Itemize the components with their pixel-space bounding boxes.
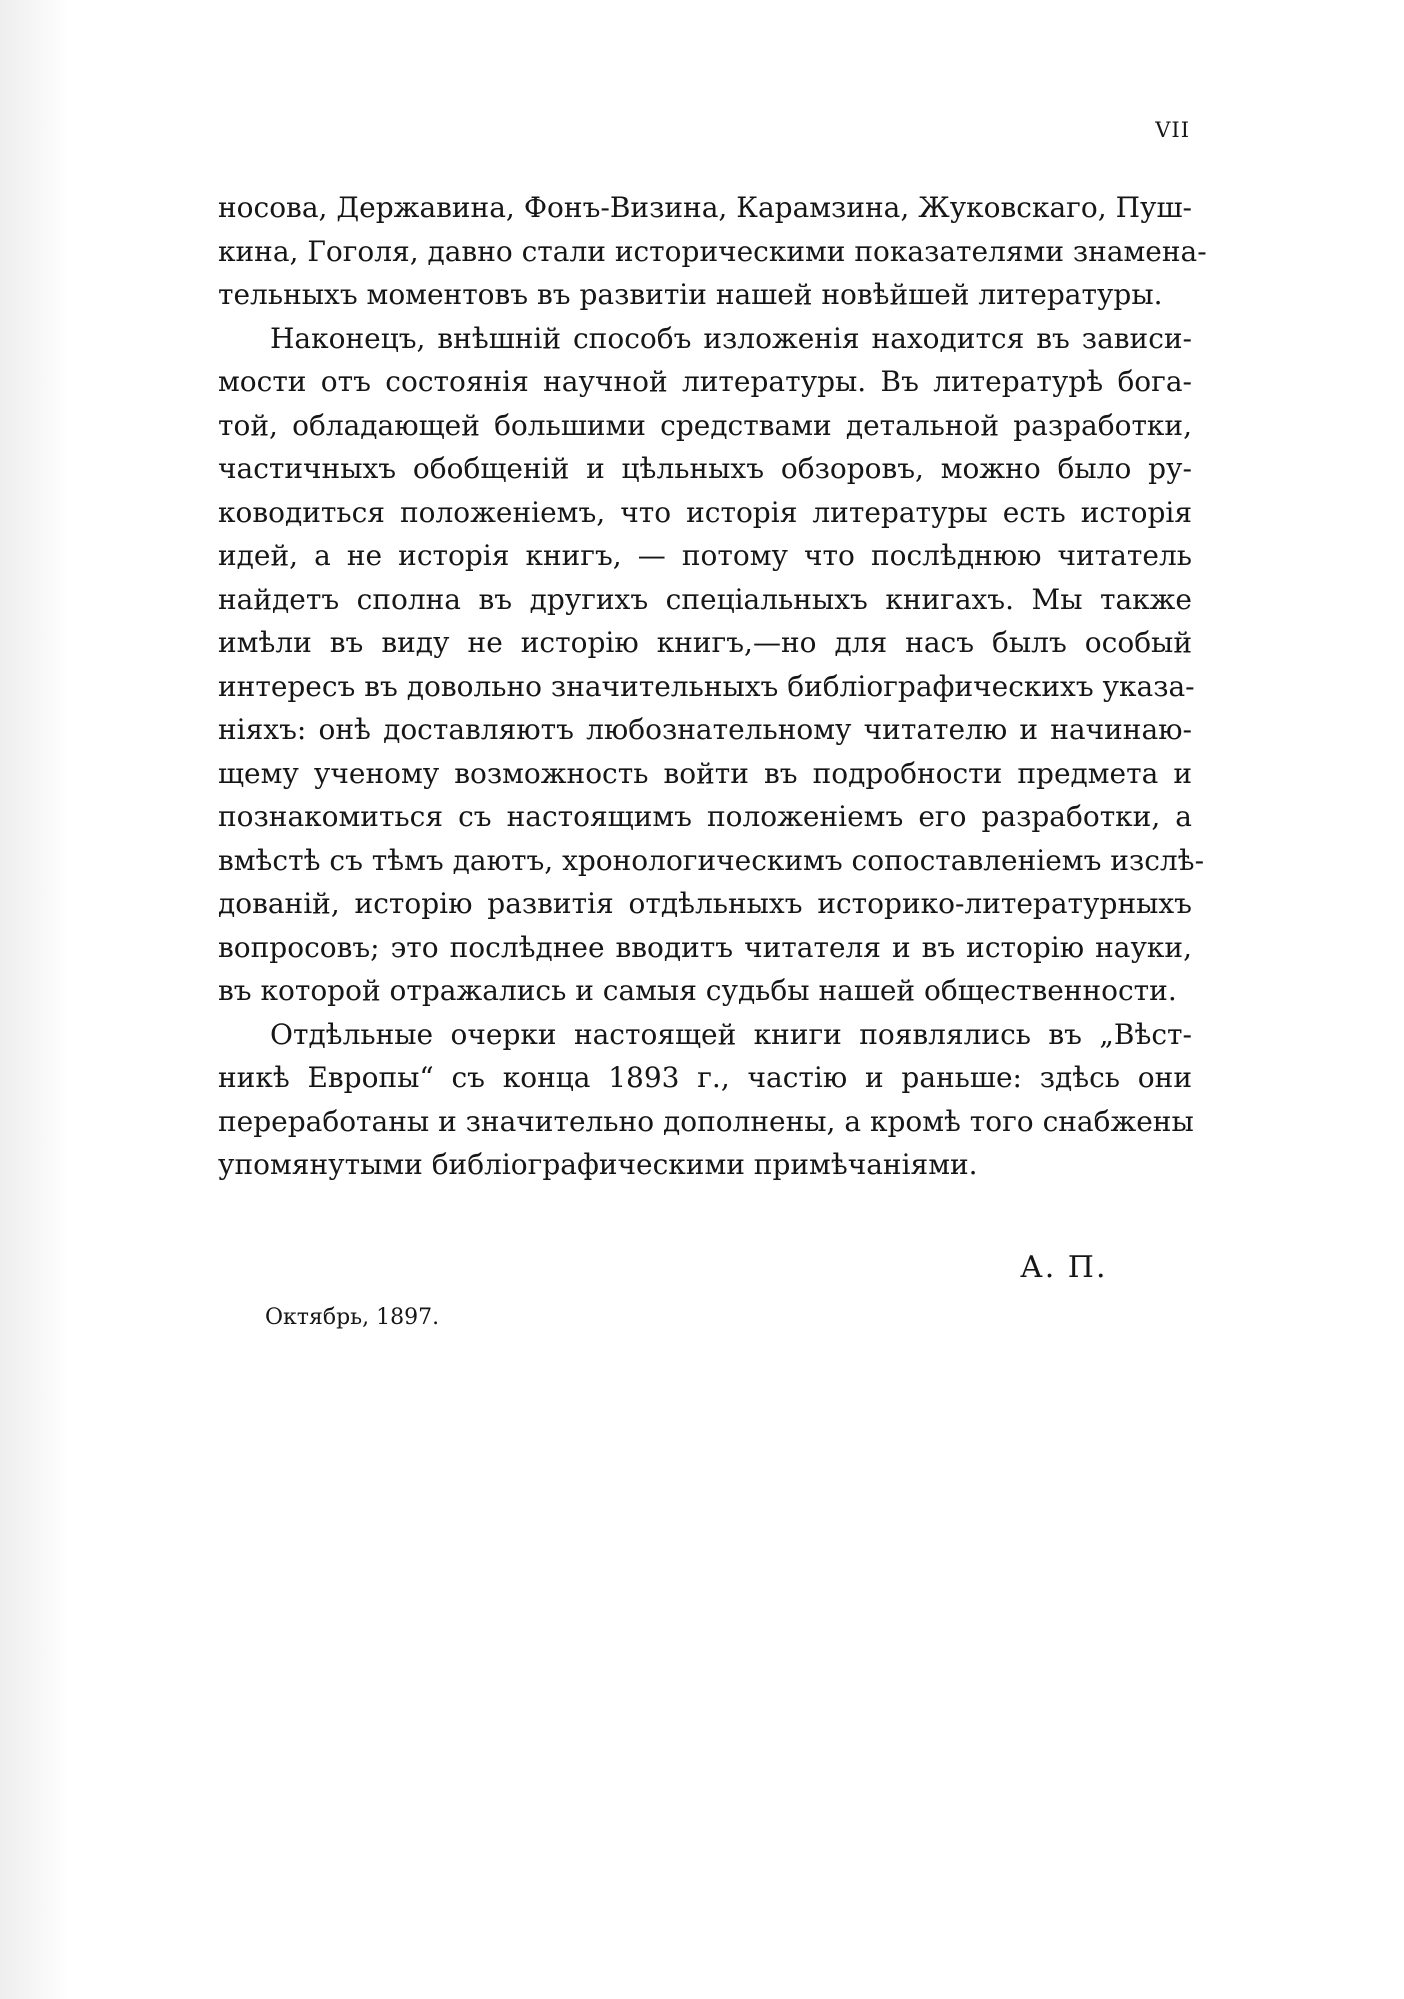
text-line: упомянутыми библіографическими примѣчаніями. — [218, 1148, 978, 1181]
text-line: частичныхъ обобщеній и цѣльныхъ обзоровъ, можно было ру- — [218, 452, 1192, 485]
text-line: Наконецъ, внѣшній способъ изложенія находится въ зависи- — [270, 321, 1192, 355]
author-signature: А. П. — [1020, 1250, 1108, 1285]
text-line: никѣ Европы“ съ конца 1893 г., частію и раньше: здѣсь они — [218, 1061, 1192, 1094]
text-line: щему ученому возможность войти въ подробности предмета и — [218, 756, 1192, 790]
text-line: идей, а не исторія книгъ, — потому что послѣднюю читатель — [218, 539, 1192, 572]
text-line: интересъ въ довольно значительныхъ библіографическихъ указа- — [218, 669, 1195, 703]
text-line: переработаны и значительно дополнены, а кромѣ того снабжены — [218, 1104, 1194, 1138]
text-line: ніяхъ: онѣ доставляютъ любознательному читателю и начинаю- — [218, 713, 1192, 746]
text-line: найдетъ сполна въ другихъ спеціальныхъ книгахъ. Мы также — [218, 582, 1192, 616]
text-line: вмѣстѣ съ тѣмъ даютъ, хронологическимъ сопоставленіемъ изслѣ- — [218, 843, 1205, 877]
text-line: тельныхъ моментовъ въ развитіи нашей новѣйшей литературы. — [218, 278, 1163, 311]
text-line: той, обладающей большими средствами детальной разработки, — [218, 408, 1192, 442]
scan-shadow — [0, 0, 70, 1999]
date-line: Октябрь, 1897. — [265, 1305, 440, 1330]
text-line: въ которой отражались и самыя судьбы нашей общественности. — [218, 974, 1177, 1007]
text-line: дованій, исторію развитія отдѣльныхъ историко-литературныхъ — [218, 887, 1192, 920]
text-line: мости отъ состоянія научной литературы. Въ литературѣ бога- — [218, 365, 1192, 398]
body-text — [218, 186, 1207, 1187]
text-line: носова, Державина, Фонъ-Визина, Карамзина, Жуковскаго, Пуш- — [218, 191, 1192, 224]
text-line: ководиться положеніемъ, что исторія литературы есть исторія — [218, 495, 1192, 529]
text-line: вопросовъ; это послѣднее вводитъ читателя и въ исторію науки, — [218, 930, 1192, 964]
text-line: познакомиться съ настоящимъ положеніемъ его разработки, а — [218, 800, 1192, 833]
text-line: имѣли въ виду не исторію книгъ,—но для насъ былъ особый — [218, 626, 1192, 659]
text-line: Отдѣльные очерки настоящей книги появлялись въ „Вѣст- — [270, 1017, 1192, 1051]
page-number: VII — [1155, 118, 1190, 142]
text-line: кина, Гоголя, давно стали историческими показателями знамена- — [218, 234, 1207, 268]
